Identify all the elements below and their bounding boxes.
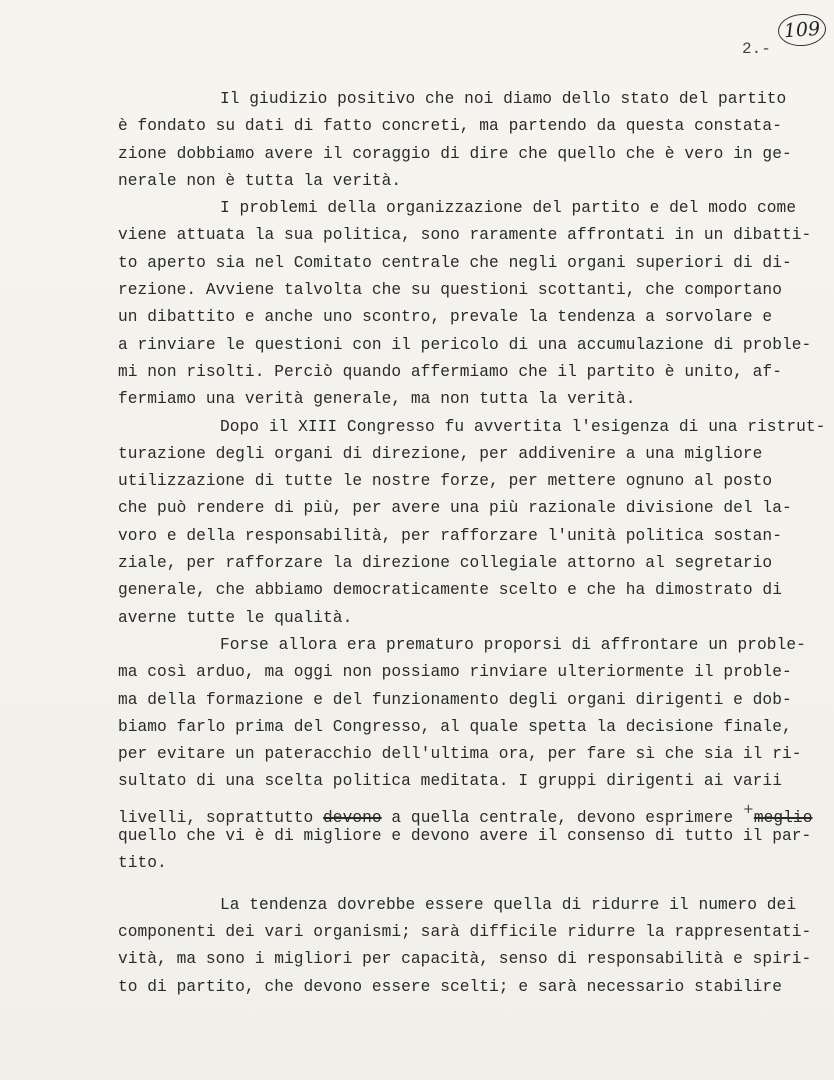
text-line: Dopo il XIII Congresso fu avvertita l'esigenza di una ristrut- (220, 417, 826, 436)
text-line: voro e della responsabilità, per rafforzare l'unità politica sostan- (118, 526, 782, 545)
struck-word: meglio (753, 808, 813, 827)
text-line: zione dobbiamo avere il coraggio di dire che quello che è vero in ge- (118, 144, 792, 163)
text-line-with-corrections (118, 796, 813, 827)
paragraph-4 (118, 632, 813, 878)
paragraph-2 (118, 195, 812, 413)
text-line: mi non risolti. Perciò quando affermiamo che il partito è unito, af- (118, 362, 782, 381)
text-line: biamo farlo prima del Congresso, al quale spetta la decisione finale, (118, 717, 792, 736)
text-line: nerale non è tutta la verità. (118, 171, 402, 190)
text-line: è fondato su dati di fatto concreti, ma partendo da questa constata- (118, 117, 782, 136)
text-line: vità, ma sono i migliori per capacità, senso di responsabilità e spiri- (118, 950, 812, 969)
text-line: turazione degli organi di direzione, per addivenire a una migliore (118, 444, 763, 463)
text-line: un dibattito e anche uno scontro, prevale la tendenza a sorvolare e (118, 308, 773, 327)
text-line: Il giudizio positivo che noi diamo dello stato del partito (220, 90, 787, 108)
text-line: generale, che abbiamo democraticamente scelto e che ha dimostrato di (118, 581, 782, 600)
text-line: rezione. Avviene talvolta che su questioni scottanti, che comportano (118, 281, 782, 300)
text-line: ziale, per rafforzare la direzione collegiale attorno al segretario (118, 554, 773, 573)
text-line: componenti dei vari organismi; sarà difficile ridurre la rappresentati- (118, 922, 812, 941)
text-line: Forse allora era prematuro proporsi di affrontare un proble- (220, 635, 806, 654)
text-line: quello che vi è di migliore e devono avere il consenso di tutto il par- (118, 827, 812, 846)
text-line: to aperto sia nel Comitato centrale che negli organi superiori di di- (118, 253, 792, 272)
paragraph-3 (118, 414, 826, 632)
text-segment: a quella centrale, devono esprimere (381, 808, 734, 827)
struck-word: devono (323, 808, 382, 827)
paragraph-1 (118, 86, 808, 195)
text-line: utilizzazione di tutte le nostre forze, per mettere ognuno al posto (118, 472, 773, 491)
text-line: La tendenza dovrebbe essere quella di ridurre il numero dei (220, 895, 797, 914)
text-line: to di partito, che devono essere scelti; e sarà necessario stabilire (118, 977, 782, 996)
text-line: ma della formazione e del funzionamento degli organi dirigenti e dob- (118, 690, 792, 709)
text-line: tito. (118, 854, 167, 873)
text-line: sultato di una scelta politica meditata. I gruppi dirigenti ai varii (118, 772, 782, 791)
text-line: per evitare un pateracchio dell'ultima ora, per fare sì che sia il ri- (118, 745, 802, 764)
paragraph-5 (118, 892, 812, 1001)
text-line: viene attuata la sua politica, sono raramente affrontati in un dibatti- (118, 226, 812, 245)
body-text (118, 86, 826, 1001)
text-line: averne tutte le qualità. (118, 608, 353, 627)
text-line: a rinviare le questioni con il pericolo di una accumulazione di proble- (118, 335, 812, 354)
handwritten-insertion-mark: + (742, 801, 754, 817)
page-number: 2.- (742, 40, 771, 58)
text-line: I problemi della organizzazione del partito e del modo come (220, 199, 797, 218)
text-line: ma così arduo, ma oggi non possiamo rinviare ulteriormente il proble- (118, 663, 792, 682)
text-segment: livelli, soprattutto (118, 808, 324, 827)
text-line: che può rendere di più, per avere una più razionale divisione del la- (118, 499, 792, 518)
text-line: fermiamo una verità generale, ma non tutta la verità. (118, 390, 636, 409)
archive-page-number: 109 (777, 12, 827, 47)
